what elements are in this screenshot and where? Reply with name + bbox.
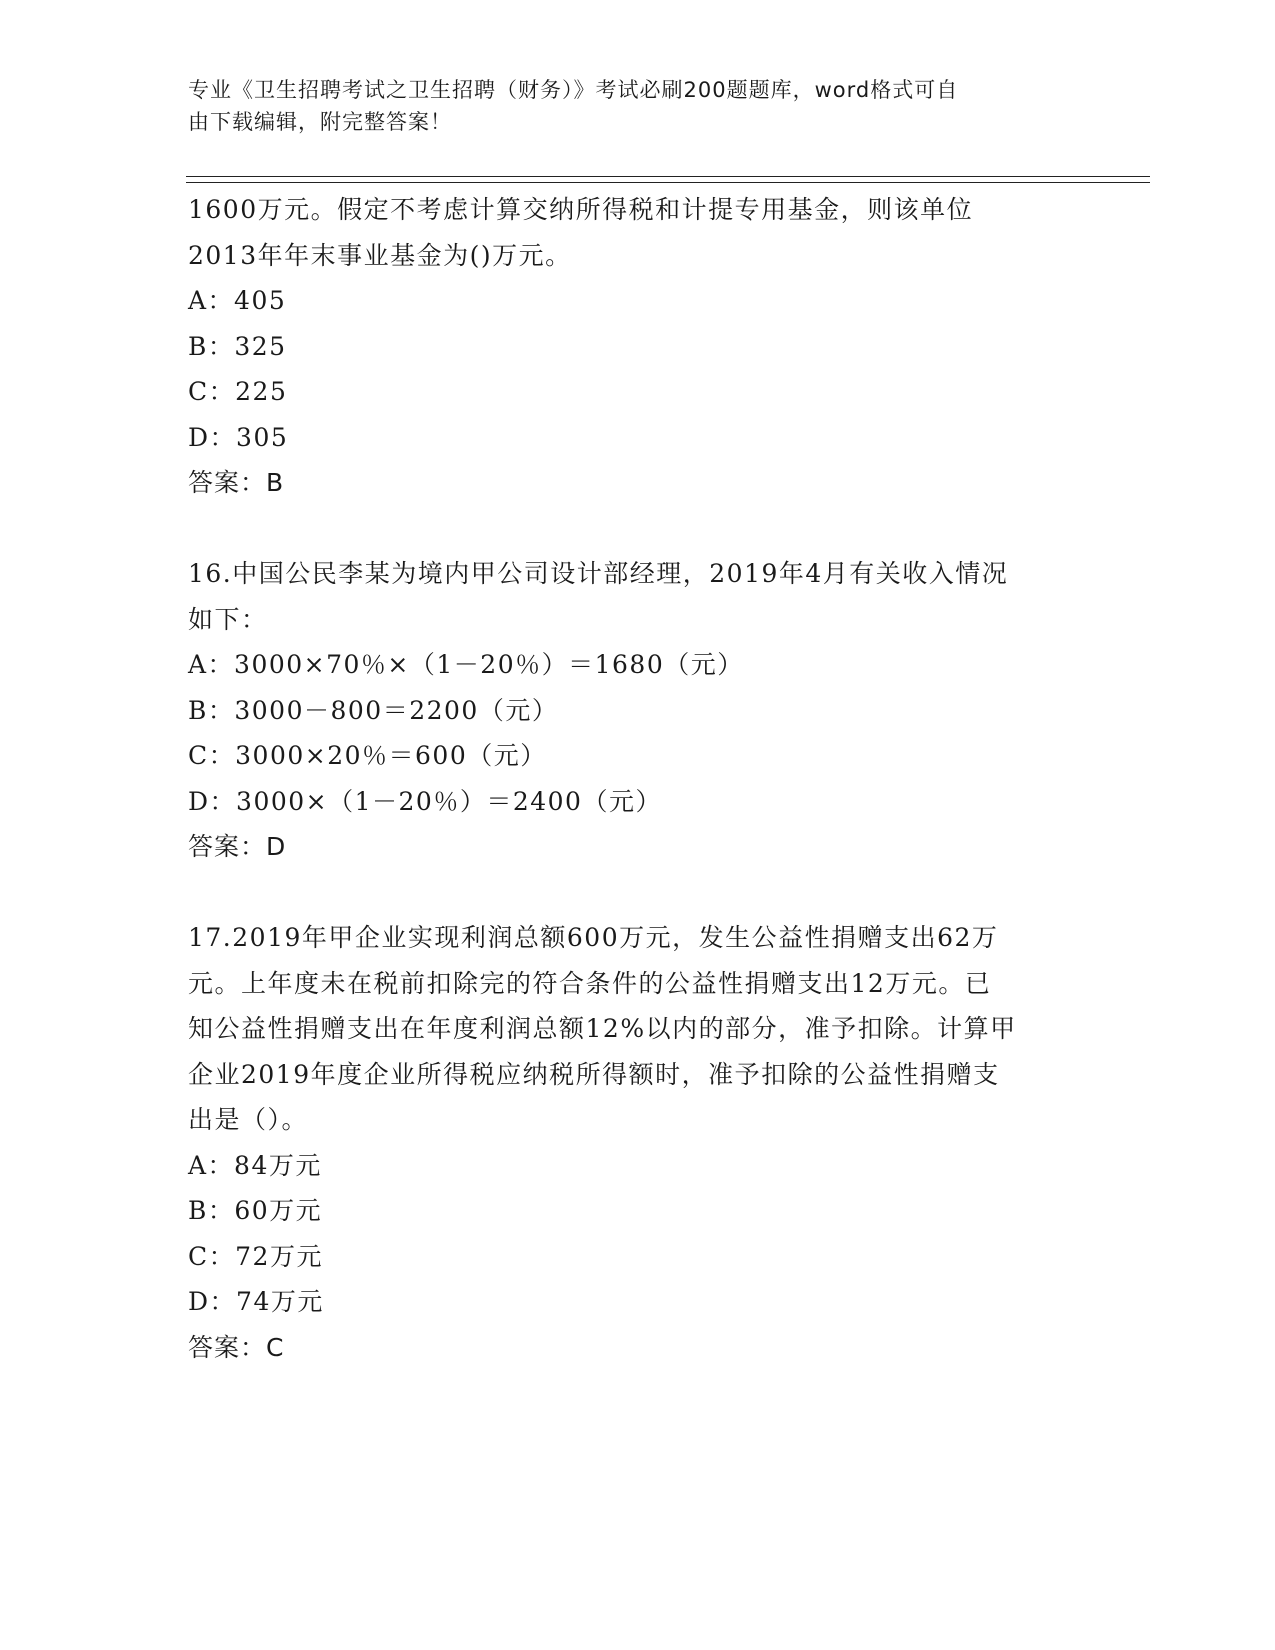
option-d: D：74万元 bbox=[188, 1287, 324, 1316]
question-stem-line: 企业2019年度企业所得税应纳税所得额时，准予扣除的公益性捐赠支 bbox=[188, 1059, 1000, 1089]
header-line-1: 专业《卫生招聘考试之卫生招聘（财务）》考试必刷200题题库，word格式可自 bbox=[188, 78, 959, 102]
option-d: D：3000×（1－20％）＝2400（元） bbox=[188, 786, 662, 816]
document-header bbox=[188, 74, 1068, 138]
question-stem-line: 知公益性捐赠支出在年度利润总额12%以内的部分，准予扣除。计算甲 bbox=[188, 1014, 1017, 1043]
answer-line: 答案：B bbox=[188, 468, 285, 497]
answer-line: 答案：D bbox=[188, 832, 287, 861]
question-15 bbox=[188, 187, 1088, 506]
question-16 bbox=[188, 551, 1088, 870]
question-17 bbox=[188, 915, 1088, 1370]
spacer bbox=[188, 506, 1088, 552]
question-stem-line: 1600万元。假定不考虑计算交纳所得税和计提专用基金，则该单位 bbox=[188, 195, 974, 224]
option-c: C：72万元 bbox=[188, 1241, 323, 1271]
header-divider-top bbox=[186, 176, 1150, 177]
answer-line: 答案：C bbox=[188, 1332, 285, 1362]
option-b: B：325 bbox=[188, 331, 287, 361]
spacer bbox=[188, 870, 1088, 916]
option-b: B：3000－800＝2200（元） bbox=[188, 695, 559, 725]
question-stem-line: 17.2019年甲企业实现利润总额600万元，发生公益性捐赠支出62万 bbox=[188, 923, 999, 952]
question-stem-line: 出是（）。 bbox=[188, 1105, 309, 1134]
option-c: C：225 bbox=[188, 377, 288, 406]
question-stem-line: 16.中国公民李某为境内甲公司设计部经理，2019年4月有关收入情况 bbox=[188, 559, 1009, 588]
question-stem-line: 元。上年度未在税前扣除完的符合条件的公益性捐赠支出12万元。已 bbox=[188, 968, 992, 998]
option-d: D：305 bbox=[188, 422, 289, 452]
option-a: A：84万元 bbox=[188, 1150, 322, 1180]
header-line-2: 由下载编辑，附完整答案！ bbox=[188, 110, 452, 134]
question-stem-line: 如下： bbox=[188, 604, 268, 634]
header-divider-bottom bbox=[186, 182, 1150, 183]
document-body bbox=[188, 187, 1088, 1370]
option-b: B：60万元 bbox=[188, 1196, 323, 1225]
option-a: A：3000×70％×（1－20％）＝1680（元） bbox=[188, 650, 744, 679]
option-a: A：405 bbox=[188, 286, 287, 315]
question-stem-line: 2013年年末事业基金为()万元。 bbox=[188, 240, 572, 270]
option-c: C：3000×20％＝600（元） bbox=[188, 741, 547, 770]
